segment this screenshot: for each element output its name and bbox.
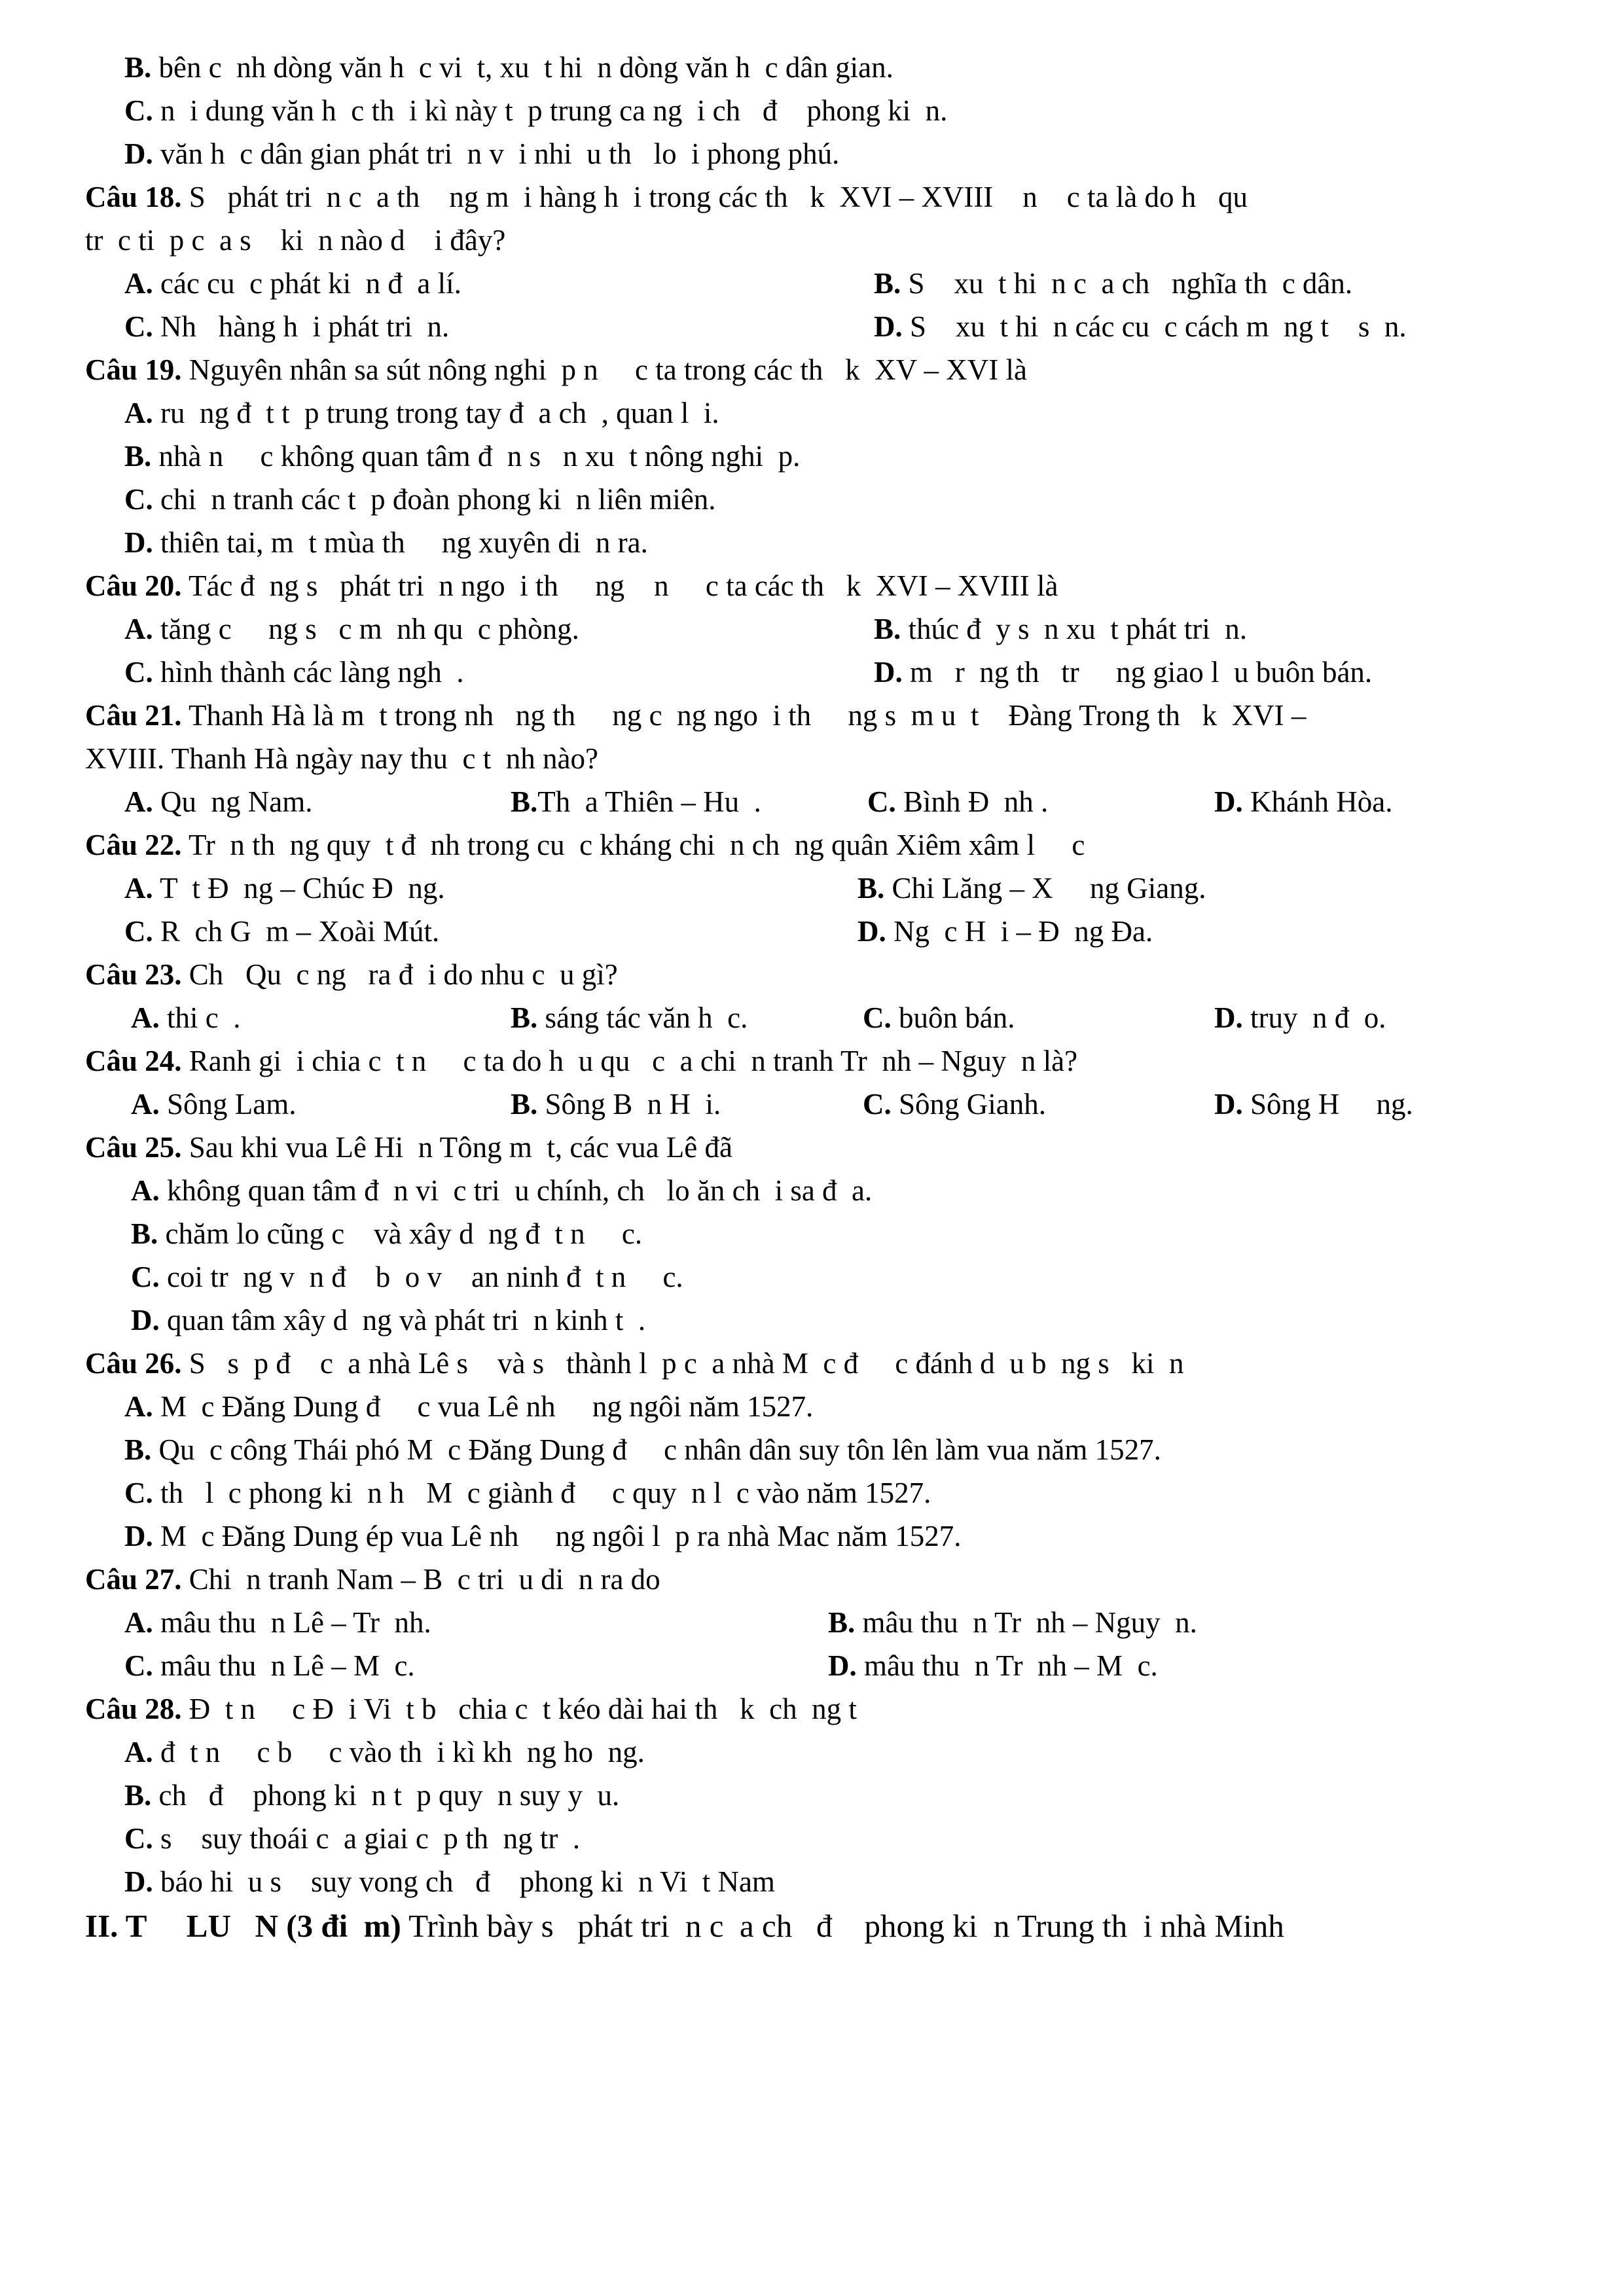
option-d	[124, 1516, 961, 1556]
essay-section	[85, 1907, 1284, 1946]
question-text: Đ t n c Đ i Vi t b chia c t kéo dài hai th k ch ng t	[181, 1693, 857, 1725]
option-text: Ng c H i – Đ ng Đa.	[886, 915, 1153, 948]
question-27	[85, 1560, 660, 1599]
option-text: Chi Lăng – X ng Giang.	[884, 872, 1206, 905]
option-letter: C.	[124, 1477, 153, 1509]
option-d	[828, 1646, 1158, 1685]
option-b	[131, 1214, 642, 1253]
option-text: coi tr ng v n đ b o v an ninh đ t n c.	[159, 1261, 683, 1293]
option-text: Nh hàng h i phát tri n.	[153, 310, 450, 343]
option-letter: A.	[124, 613, 153, 645]
option-b	[511, 782, 761, 821]
option-text: quan tâm xây d ng và phát tri n kinh t .	[159, 1304, 646, 1336]
option-text: ru ng đ t t p trung trong tay đ a ch , quan l i.	[153, 397, 719, 429]
option-text: sáng tác văn h c.	[537, 1001, 748, 1034]
option-text: tăng c ng s c m nh qu c phòng.	[153, 613, 579, 645]
option-text: Sông B n H i.	[537, 1088, 721, 1121]
question-26	[85, 1344, 1184, 1383]
option-letter: D.	[124, 137, 153, 170]
option-d	[857, 912, 1153, 951]
option-text: mâu thu n Tr nh – M c.	[856, 1649, 1158, 1682]
option-text: M c Đăng Dung đ c vua Lê nh ng ngôi năm 1527.	[153, 1390, 814, 1423]
question-20	[85, 566, 1058, 605]
question-23	[85, 955, 618, 994]
option-a	[124, 264, 461, 303]
option-a	[124, 1387, 813, 1426]
option-b	[124, 437, 800, 476]
option-letter: B.	[131, 1217, 158, 1250]
option-letter: B.	[511, 1088, 538, 1121]
option-c	[124, 307, 449, 346]
option-a	[131, 998, 240, 1037]
question-21	[85, 696, 1306, 735]
option-b	[857, 869, 1206, 908]
option-letter: C.	[863, 1001, 892, 1034]
question-22	[85, 825, 1085, 865]
option-letter: D.	[1214, 785, 1243, 818]
option-letter: C.	[124, 94, 153, 127]
question-text: S s p đ c a nhà Lê s và s thành l p c a nhà M c đ c đánh d u b ng s ki n	[181, 1347, 1184, 1380]
option-letter: B.	[828, 1606, 856, 1639]
option-text: truy n đ o.	[1242, 1001, 1386, 1034]
option-letter: A.	[124, 1606, 153, 1639]
option-a	[124, 869, 445, 908]
option-d	[124, 523, 648, 562]
question-text: Ranh gi i chia c t n c ta do h u qu c a chi n tranh Tr nh – Nguy n là?	[181, 1045, 1078, 1077]
option-a	[131, 1171, 872, 1210]
essay-text: Trình bày s phát tri n c a ch đ phong ki n Trung th i nhà Minh	[401, 1908, 1284, 1944]
option-letter: C.	[124, 915, 153, 948]
option-text: m r ng th tr ng giao l u buôn bán.	[902, 656, 1373, 689]
option-c	[124, 480, 716, 519]
option-a	[131, 1085, 297, 1124]
option-text: thúc đ y s n xu t phát tri n.	[901, 613, 1247, 645]
option-text: Bình Đ nh .	[895, 785, 1049, 818]
option-text: th l c phong ki n h M c giành đ c quy n l c vào năm 1527.	[153, 1477, 931, 1509]
option-b	[124, 1776, 619, 1815]
option-letter: A.	[124, 1736, 153, 1768]
question-text: Tác đ ng s phát tri n ngo i th ng n c ta các th k XVI – XVIII là	[181, 569, 1058, 602]
option-text: Sông H ng.	[1242, 1088, 1413, 1121]
question-label: Câu 25.	[85, 1131, 182, 1164]
option-letter: C.	[124, 310, 153, 343]
option-d	[874, 653, 1372, 692]
question-label: Câu 27.	[85, 1563, 182, 1596]
essay-label: II. T LU N (3 đi m)	[85, 1908, 401, 1944]
option-letter: C.	[863, 1088, 892, 1121]
option-letter: D.	[124, 526, 153, 559]
question-text: Sau khi vua Lê Hi n Tông m t, các vua Lê đã	[181, 1131, 732, 1164]
option-c	[863, 1085, 1046, 1124]
option-c	[863, 998, 1015, 1037]
option-text: thi c .	[159, 1001, 241, 1034]
question-text-cont: tr c ti p c a s ki n nào d i đây?	[85, 224, 506, 257]
option-letter: B.	[124, 1779, 152, 1812]
option-text: R ch G m – Xoài Mút.	[153, 915, 440, 948]
option-text: T t Đ ng – Chúc Đ ng.	[153, 872, 445, 905]
option-text: buôn bán.	[891, 1001, 1015, 1034]
option-text: S xu t hi n các cu c cách m ng t s n.	[902, 310, 1407, 343]
question-19	[85, 350, 1027, 389]
option-text: mâu thu n Lê – Tr nh.	[153, 1606, 431, 1639]
option-b	[874, 264, 1352, 303]
option-letter: A.	[124, 267, 153, 300]
question-label: Câu 24.	[85, 1045, 182, 1077]
option-text: S xu t hi n c a ch nghĩa th c dân.	[901, 267, 1353, 300]
question-25	[85, 1128, 732, 1167]
question-label: Câu 28.	[85, 1693, 182, 1725]
option-d-cont	[124, 134, 839, 173]
question-text-cont: XVIII. Thanh Hà ngày nay thu c t nh nào?	[85, 742, 598, 775]
option-text: Qu c công Thái phó M c Đăng Dung đ c nhân dân suy tôn lên làm vua năm 1527.	[151, 1433, 1161, 1466]
question-18	[85, 177, 1248, 217]
question-text: Tr n th ng quy t đ nh trong cu c kháng chi n ch ng quân Xiêm xâm l c	[181, 829, 1085, 861]
question-18-cont	[85, 221, 505, 260]
option-text: chăm lo cũng c và xây d ng đ t n c.	[158, 1217, 643, 1250]
option-letter: A.	[124, 397, 153, 429]
option-c-cont	[124, 91, 947, 130]
option-text: n i dung văn h c th i kì này t p trung ca ng i ch đ phong ki n.	[153, 94, 948, 127]
option-text: bên c nh dòng văn h c vi t, xu t hi n dòng văn h c dân gian.	[151, 51, 893, 84]
option-letter: A.	[131, 1088, 160, 1121]
option-b	[511, 1085, 721, 1124]
option-text: Qu ng Nam.	[153, 785, 313, 818]
option-letter: B.	[511, 785, 538, 818]
option-letter: B.	[124, 51, 152, 84]
question-label: Câu 18.	[85, 181, 182, 213]
option-text: các cu c phát ki n đ a lí.	[153, 267, 461, 300]
option-text: không quan tâm đ n vi c tri u chính, ch lo ăn ch i sa đ a.	[159, 1174, 873, 1207]
option-text: Khánh Hòa.	[1242, 785, 1393, 818]
option-c	[124, 1819, 580, 1858]
option-a	[124, 782, 312, 821]
question-label: Câu 20.	[85, 569, 182, 602]
option-text: s suy thoái c a giai c p th ng tr .	[153, 1822, 581, 1855]
option-text: ch đ phong ki n t p quy n suy y u.	[151, 1779, 620, 1812]
option-letter: D.	[1214, 1001, 1243, 1034]
option-c	[124, 1473, 931, 1513]
option-b	[511, 998, 748, 1037]
option-letter: C.	[124, 1649, 153, 1682]
option-a	[124, 1603, 431, 1642]
option-b	[828, 1603, 1197, 1642]
question-text: Chi n tranh Nam – B c tri u di n ra do	[181, 1563, 660, 1596]
option-text: mâu thu n Lê – M c.	[153, 1649, 415, 1682]
option-text: thiên tai, m t mùa th ng xuyên di n ra.	[153, 526, 648, 559]
question-21-cont	[85, 739, 598, 778]
question-text: Thanh Hà là m t trong nh ng th ng c ng ngo i th ng s m u t Đàng Trong th k XVI –	[181, 699, 1307, 732]
option-c	[131, 1257, 683, 1297]
option-letter: B.	[874, 267, 901, 300]
question-text: Ch Qu c ng ra đ i do nhu c u gì?	[181, 958, 618, 991]
option-letter: D.	[874, 310, 903, 343]
option-a	[124, 393, 719, 433]
option-a	[124, 609, 579, 649]
option-d	[124, 1862, 775, 1901]
option-letter: B.	[874, 613, 901, 645]
option-letter: A.	[124, 1390, 153, 1423]
option-d	[874, 307, 1407, 346]
option-letter: A.	[131, 1001, 160, 1034]
option-letter: C.	[131, 1261, 160, 1293]
option-letter: B.	[511, 1001, 538, 1034]
question-label: Câu 26.	[85, 1347, 182, 1380]
question-label: Câu 23.	[85, 958, 182, 991]
question-text: Nguyên nhân sa sút nông nghi p n c ta trong các th k XV – XVI là	[181, 353, 1027, 386]
question-label: Câu 19.	[85, 353, 182, 386]
option-letter: B.	[124, 1433, 152, 1466]
question-24	[85, 1041, 1077, 1081]
option-letter: D.	[124, 1865, 153, 1898]
option-c	[124, 653, 464, 692]
option-b	[124, 1430, 1161, 1469]
option-letter: C.	[867, 785, 896, 818]
option-text: báo hi u s suy vong ch đ phong ki n Vi t Nam	[153, 1865, 775, 1898]
option-text: đ t n c b c vào th i kì kh ng ho ng.	[153, 1736, 645, 1768]
question-text: S phát tri n c a th ng m i hàng h i trong các th k XVI – XVIII n c ta là do h qu	[181, 181, 1248, 213]
option-letter: D.	[131, 1304, 160, 1336]
option-letter: D.	[124, 1520, 153, 1552]
option-letter: B.	[124, 440, 152, 473]
option-text: M c Đăng Dung ép vua Lê nh ng ngôi l p ra nhà Mac năm 1527.	[153, 1520, 962, 1552]
option-letter: A.	[124, 872, 153, 905]
question-label: Câu 21.	[85, 699, 182, 732]
option-b-cont	[124, 48, 893, 87]
option-letter: C.	[124, 1822, 153, 1855]
option-letter: D.	[857, 915, 886, 948]
option-letter: B.	[857, 872, 885, 905]
option-c	[867, 782, 1048, 821]
option-text: mâu thu n Tr nh – Nguy n.	[855, 1606, 1197, 1639]
option-text: hình thành các làng ngh .	[153, 656, 464, 689]
option-text: Sông Lam.	[159, 1088, 297, 1121]
option-c	[124, 912, 439, 951]
option-letter: D.	[874, 656, 903, 689]
option-d	[1214, 1085, 1413, 1124]
option-letter: D.	[828, 1649, 857, 1682]
option-text: Th a Thiên – Hu .	[537, 785, 761, 818]
option-d	[1214, 782, 1392, 821]
option-letter: C.	[124, 656, 153, 689]
option-letter: C.	[124, 483, 153, 516]
option-letter: A.	[124, 785, 153, 818]
question-label: Câu 22.	[85, 829, 182, 861]
option-text: văn h c dân gian phát tri n v i nhi u th lo i phong phú.	[153, 137, 840, 170]
option-letter: D.	[1214, 1088, 1243, 1121]
option-c	[124, 1646, 415, 1685]
option-d	[131, 1300, 645, 1340]
option-text: chi n tranh các t p đoàn phong ki n liên miên.	[153, 483, 716, 516]
option-text: nhà n c không quan tâm đ n s n xu t nông nghi p.	[151, 440, 801, 473]
option-d	[1214, 998, 1386, 1037]
option-b	[874, 609, 1247, 649]
option-letter: A.	[131, 1174, 160, 1207]
question-28	[85, 1689, 857, 1729]
option-text: Sông Gianh.	[891, 1088, 1046, 1121]
option-a	[124, 1732, 645, 1772]
